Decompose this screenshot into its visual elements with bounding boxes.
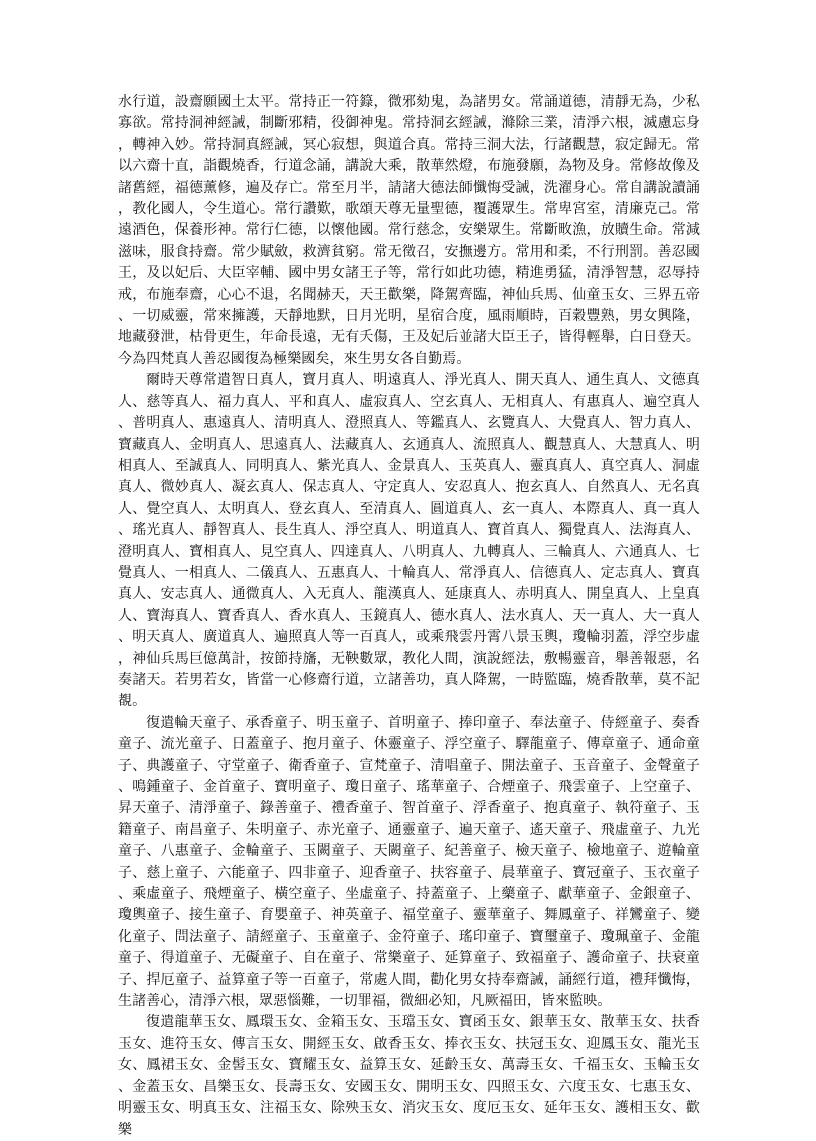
document-page: [118, 92, 700, 1141]
paragraph-1: 水行道，設齋願國土太平。常持正一符籙，微邪劾鬼，為諸男女。常誦道德，清靜无為，少私寡欲。常持洞神經誡，制斷邪精，役御神鬼。常持洞玄經誡，滌除三業，清淨六根，滅慮忘身，轉神入妙。常持洞真經誡，冥心寂想，與道合真。常持三洞大法，行諸觀慧，寂定歸无。常以六齋十直，詣觀燒香，行道念誦，講說大乘，散華然燈，布施發願，為物及身。常修故像及諸舊經，福德薰修，遍及存亡。常至月半，請諸大德法師懺悔受誡，洗濯身心。常自講說讀誦，教化國人，令生道心。常行讚歎，歌頌天尊无量聖德，覆護眾生。常卑宮室，清廉克己。常遠酒色，保養形神。常行仁德，以懷他國。常行慈念，安樂眾生。常斷畋漁，放贖生命。常減滋味，服食持齋。常少賦斂，救濟貧窮。常无徵召，安撫邊方。常用和柔，不行刑罰。善忍國王，及以妃后、大臣宰輔、國中男女諸王子等，常行如此功德，精進勇猛，清淨智慧，忍辱持戒，布施奉齋，心心不退，名聞赫天，天王歡樂，降駕齊臨，神仙兵馬、仙童玉女、三界五帝、一切威靈，常來擁護，天靜地默，日月光明，星宿合度，風雨順時，百穀豐熟，男女興隆，地藏發泄，枯骨更生，年命長遠，无有夭傷，王及妃后並諸大臣王子，皆得輕舉，白日登天。今為四梵真人善忍國復為極樂國矣，來生男女各自勤焉。: [118, 94, 700, 367]
paragraph-3: 復遣輪天童子、承香童子、明玉童子、首明童子、捧印童子、奉法童子、侍經童子、奏香童子、流光童子、日蓋童子、抱月童子、休靈童子、浮空童子、驛龍童子、傳章童子、通命童子、典護童子、守堂童子、衛香童子、宣梵童子、清唱童子、開法童子、玉音童子、金聲童子、鳴鍾童子、金首童子、寶明童子、瓊日童子、瑤華童子、合煙童子、飛雲童子、上空童子、昇天童子、清淨童子、錄善童子、禮香童子、智首童子、浮香童子、抱真童子、執符童子、玉籍童子、南昌童子、朱明童子、赤光童子、通靈童子、遍天童子、遙天童子、飛虛童子、九光童子、八惠童子、金輪童子、玉闕童子、天闕童子、紀善童子、檢天童子、檢地童子、遊輪童子、慈上童子、六能童子、四非童子、迎香童子、扶容童子、晨華童子、寶冠童子、玉衣童子、乘虛童子、飛煙童子、橫空童子、坐虛童子、持蓋童子、上藥童子、獻華童子、金銀童子、瓊輿童子、接生童子、育嬰童子、神英童子、福堂童子、靈華童子、舞鳳童子、祥鸞童子、變化童子、問法童子、請經童子、玉童童子、金符童子、瑤印童子、寶璽童子、瓊珮童子、金龍童子、得道童子、无礙童子、自在童子、常樂童子、延算童子、致福童子、護命童子、扶衰童子、捍厄童子、益算童子等一百童子，常處人間，勸化男女持奉齋誡，誦經行道，禮拜懺悔，生諸善心，清淨六根，眾惡惱難，一切罪福，微細必知，凡厥福田，皆來監映。: [118, 714, 700, 1010]
paragraph-4: 復遣龍華玉女、鳳環玉女、金箱玉女、玉璫玉女、寶函玉女、銀華玉女、散華玉女、扶香玉女、進符玉女、傳言玉女、開經玉女、啟香玉女、捧衣玉女、扶冠玉女、迎鳳玉女、龍光玉女、鳳裙玉女、金髻玉女、寶耀玉女、益算玉女、延齡玉女、萬壽玉女、千福玉女、玉輪玉女、金蓋玉女、昌樂玉女、長壽玉女、安國玉女、開明玉女、四照玉女、六度玉女、七惠玉女、明靈玉女、明真玉女、注福玉女、除殃玉女、消灾玉女、度厄玉女、延年玉女、護相玉女、歡樂: [118, 1014, 700, 1138]
paragraph-2: 爾時天尊常遣智日真人，寶月真人、明遠真人、淨光真人、開天真人、通生真人、文德真人、慈等真人、福力真人、平和真人、虛寂真人、空玄真人、无相真人、有惠真人、遍空真人、普明真人、惠遠真人、清明真人、澄照真人、等鑑真人、玄覽真人、大覺真人、智力真人、寶藏真人、金明真人、思遠真人、法藏真人、玄通真人、流照真人、觀慧真人、大慧真人、明相真人、至誠真人、同明真人、紫光真人、金景真人、玉英真人、靈真真人、真空真人、洞虛真人、微妙真人、凝玄真人、保志真人、守定真人、安忍真人、抱玄真人、自然真人、无名真人、覺空真人、太明真人、登玄真人、至清真人、圓道真人、玄一真人、本際真人、真一真人、瑤光真人、靜智真人、長生真人、淨空真人、明道真人、寶首真人、獨覺真人、法海真人、澄明真人、寶相真人、見空真人、四達真人、八明真人、九轉真人、三輪真人、六通真人、七覺真人、一相真人、二儀真人、五惠真人、十輪真人、常淨真人、信德真人、定志真人、寶真真人、安志真人、通微真人、入无真人、龍漢真人、延康真人、赤明真人、開皇真人、上皇真人、寶海真人、寶香真人、香水真人、玉鏡真人、德水真人、法水真人、天一真人、大一真人、明天真人、廣道真人、遍照真人等一百真人，或乘飛雲丹霄八景玉輿，瓊輪羽蓋，浮空步虛，神仙兵馬巨億萬計，按節持旛，无鞅數眾，教化人間，演說經法，敷暢靈音，舉善報惡，名奏諸天。若男若女，皆當一心修齋行道，立諸善功，真人降駕，一時監臨，燒香散華，莫不記覩。: [118, 372, 700, 710]
